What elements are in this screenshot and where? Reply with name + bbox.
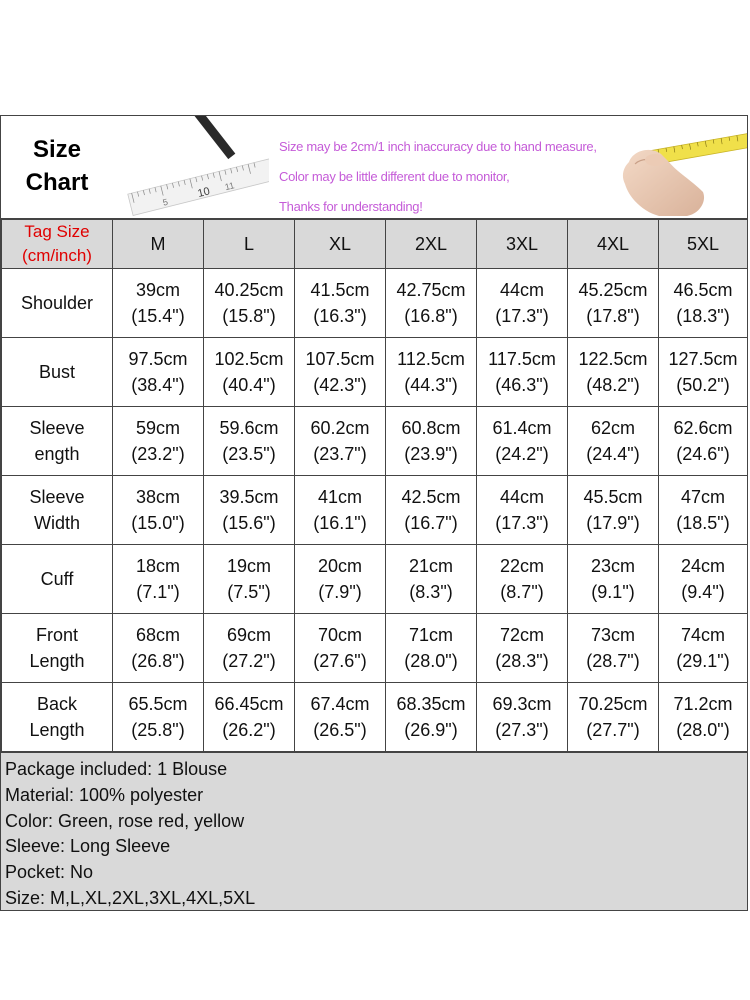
measurement-label: Front Length bbox=[2, 614, 113, 683]
measurement-cell bbox=[659, 338, 748, 407]
cm-value: 42.75cm bbox=[396, 280, 466, 300]
measurement-cell bbox=[295, 407, 386, 476]
measurement-row bbox=[2, 683, 748, 752]
cm-value: 71.2cm bbox=[673, 694, 733, 714]
measurement-row bbox=[2, 338, 748, 407]
inch-value: (24.2") bbox=[495, 444, 549, 464]
cm-value: 44cm bbox=[499, 280, 544, 300]
inch-value: (28.0") bbox=[404, 651, 458, 671]
inch-value: (27.6") bbox=[313, 651, 367, 671]
note-line: Size may be 2cm/1 inch inaccuracy due to hand measure, bbox=[279, 139, 597, 154]
info-line: Material: 100% polyester bbox=[5, 784, 204, 805]
inch-value: (23.2") bbox=[131, 444, 185, 464]
cm-value: 72cm bbox=[499, 625, 544, 645]
measurement-cell bbox=[568, 476, 659, 545]
size-header-cell: XL bbox=[295, 220, 386, 269]
cm-value: 122.5cm bbox=[578, 349, 648, 369]
cm-value: 66.45cm bbox=[214, 694, 284, 714]
inch-value: (26.2") bbox=[222, 720, 276, 740]
measurement-label: Cuff bbox=[2, 545, 113, 614]
cm-value: 97.5cm bbox=[128, 349, 188, 369]
inch-value: (16.1") bbox=[313, 513, 367, 533]
measurement-cell bbox=[113, 407, 204, 476]
inch-value: (15.4") bbox=[131, 306, 185, 326]
measurement-cell bbox=[568, 407, 659, 476]
size-header-cell: 4XL bbox=[568, 220, 659, 269]
inch-value: (7.1") bbox=[136, 582, 180, 602]
info-line: Pocket: No bbox=[5, 862, 94, 883]
cm-value: 47cm bbox=[680, 487, 725, 507]
inch-value: (27.7") bbox=[586, 720, 640, 740]
cm-value: 24cm bbox=[680, 556, 725, 576]
cm-value: 21cm bbox=[408, 556, 453, 576]
inch-value: (24.4") bbox=[586, 444, 640, 464]
inch-value: (48.2") bbox=[586, 375, 640, 395]
inch-value: (29.1") bbox=[676, 651, 730, 671]
measurement-row bbox=[2, 614, 748, 683]
inch-value: (28.0") bbox=[676, 720, 730, 740]
measurement-cell bbox=[204, 476, 295, 545]
size-header-row bbox=[2, 220, 748, 269]
cm-value: 18cm bbox=[135, 556, 180, 576]
inch-value: (9.4") bbox=[681, 582, 725, 602]
cm-value: 112.5cm bbox=[397, 349, 465, 369]
measurement-cell bbox=[659, 614, 748, 683]
inch-value: (26.8") bbox=[131, 651, 185, 671]
measurement-cell bbox=[295, 338, 386, 407]
measurement-row bbox=[2, 476, 748, 545]
cm-value: 46.5cm bbox=[673, 280, 733, 300]
measurement-cell bbox=[477, 338, 568, 407]
tag-size-header: Tag Size (cm/inch) bbox=[2, 220, 113, 269]
size-chart bbox=[0, 115, 748, 911]
inch-value: (27.3") bbox=[495, 720, 549, 740]
cm-value: 74cm bbox=[680, 625, 725, 645]
measurement-cell bbox=[477, 683, 568, 752]
measurement-cell bbox=[568, 614, 659, 683]
measurement-row bbox=[2, 545, 748, 614]
measurement-cell bbox=[659, 683, 748, 752]
cm-value: 69cm bbox=[226, 625, 271, 645]
cm-value: 59cm bbox=[135, 418, 180, 438]
cm-value: 73cm bbox=[590, 625, 635, 645]
svg-text:11: 11 bbox=[223, 180, 236, 193]
inch-value: (9.1") bbox=[591, 582, 635, 602]
inch-value: (17.3") bbox=[495, 513, 549, 533]
size-disclaimer-notes bbox=[279, 132, 597, 222]
cm-value: 62.6cm bbox=[673, 418, 733, 438]
inch-value: (40.4") bbox=[222, 375, 276, 395]
cm-value: 45.25cm bbox=[578, 280, 648, 300]
measurement-cell bbox=[386, 614, 477, 683]
measurement-label: Sleeve ength bbox=[2, 407, 113, 476]
measurement-cell bbox=[477, 614, 568, 683]
inch-value: (18.3") bbox=[676, 306, 730, 326]
inch-value: (15.6") bbox=[222, 513, 276, 533]
measurement-cell bbox=[477, 407, 568, 476]
cm-value: 70cm bbox=[317, 625, 362, 645]
size-chart-title: Size Chart bbox=[25, 136, 89, 196]
cm-value: 19cm bbox=[226, 556, 271, 576]
measurement-row bbox=[2, 407, 748, 476]
info-line: Sleeve: Long Sleeve bbox=[5, 836, 171, 857]
inch-value: (28.3") bbox=[495, 651, 549, 671]
measurement-cell bbox=[295, 545, 386, 614]
measurement-cell bbox=[113, 269, 204, 338]
size-table bbox=[1, 219, 748, 752]
measurement-cell bbox=[386, 683, 477, 752]
cm-value: 38cm bbox=[135, 487, 180, 507]
inch-value: (46.3") bbox=[495, 375, 549, 395]
measurement-cell bbox=[113, 476, 204, 545]
inch-value: (17.8") bbox=[586, 306, 640, 326]
inch-value: (7.9") bbox=[318, 582, 362, 602]
measurement-label: Back Length bbox=[2, 683, 113, 752]
measurement-cell bbox=[568, 545, 659, 614]
cm-value: 23cm bbox=[590, 556, 635, 576]
size-header-cell: 5XL bbox=[659, 220, 748, 269]
measurement-cell bbox=[113, 338, 204, 407]
inch-value: (42.3") bbox=[313, 375, 367, 395]
cm-value: 45.5cm bbox=[583, 487, 643, 507]
cm-value: 117.5cm bbox=[488, 349, 556, 369]
svg-text:5: 5 bbox=[161, 196, 170, 208]
size-header-cell: L bbox=[204, 220, 295, 269]
measurement-cell bbox=[204, 683, 295, 752]
cm-value: 60.8cm bbox=[401, 418, 461, 438]
ruler-pencil-icon bbox=[119, 116, 269, 218]
measurement-cell bbox=[477, 269, 568, 338]
svg-text:10: 10 bbox=[196, 185, 212, 200]
inch-value: (50.2") bbox=[676, 375, 730, 395]
cm-value: 39cm bbox=[135, 280, 180, 300]
size-header-cell: 3XL bbox=[477, 220, 568, 269]
measurement-cell bbox=[113, 683, 204, 752]
measurement-cell bbox=[568, 683, 659, 752]
inch-value: (17.9") bbox=[586, 513, 640, 533]
inch-value: (16.3") bbox=[313, 306, 367, 326]
cm-value: 59.6cm bbox=[219, 418, 279, 438]
inch-value: (26.5") bbox=[313, 720, 367, 740]
inch-value: (24.6") bbox=[676, 444, 730, 464]
inch-value: (15.0") bbox=[131, 513, 185, 533]
note-line: Color may be little different due to monitor, bbox=[279, 169, 510, 184]
info-line: Color: Green, rose red, yellow bbox=[5, 810, 245, 831]
inch-value: (28.7") bbox=[586, 651, 640, 671]
size-header-cell: M bbox=[113, 220, 204, 269]
inch-value: (23.7") bbox=[313, 444, 367, 464]
cm-value: 70.25cm bbox=[578, 694, 648, 714]
cm-value: 60.2cm bbox=[310, 418, 370, 438]
inch-value: (27.2") bbox=[222, 651, 276, 671]
inch-value: (23.9") bbox=[404, 444, 458, 464]
measurement-cell bbox=[295, 269, 386, 338]
measurement-cell bbox=[204, 338, 295, 407]
cm-value: 41cm bbox=[317, 487, 362, 507]
measurement-cell bbox=[204, 614, 295, 683]
measurement-cell bbox=[386, 545, 477, 614]
measurement-cell bbox=[113, 614, 204, 683]
cm-value: 61.4cm bbox=[492, 418, 552, 438]
cm-value: 65.5cm bbox=[128, 694, 188, 714]
cm-value: 44cm bbox=[499, 487, 544, 507]
measurement-cell bbox=[386, 407, 477, 476]
measurement-cell bbox=[204, 269, 295, 338]
inch-value: (23.5") bbox=[222, 444, 276, 464]
inch-value: (26.9") bbox=[404, 720, 458, 740]
measurement-cell bbox=[386, 269, 477, 338]
cm-value: 42.5cm bbox=[401, 487, 461, 507]
cm-value: 102.5cm bbox=[214, 349, 284, 369]
cm-value: 40.25cm bbox=[214, 280, 284, 300]
cm-value: 22cm bbox=[499, 556, 544, 576]
cm-value: 69.3cm bbox=[492, 694, 552, 714]
measurement-label: Sleeve Width bbox=[2, 476, 113, 545]
measurement-cell bbox=[295, 683, 386, 752]
measurement-cell bbox=[477, 476, 568, 545]
measurement-cell bbox=[386, 476, 477, 545]
measurement-label: Bust bbox=[2, 338, 113, 407]
measurement-cell bbox=[659, 407, 748, 476]
measurement-cell bbox=[295, 476, 386, 545]
product-info-panel bbox=[1, 752, 747, 910]
inch-value: (18.5") bbox=[676, 513, 730, 533]
inch-value: (38.4") bbox=[131, 375, 185, 395]
cm-value: 41.5cm bbox=[310, 280, 370, 300]
inch-value: (15.8") bbox=[222, 306, 276, 326]
inch-value: (8.3") bbox=[409, 582, 453, 602]
measurement-cell bbox=[568, 269, 659, 338]
measurement-cell bbox=[204, 407, 295, 476]
info-line: Size: M,L,XL,2XL,3XL,4XL,5XL bbox=[5, 887, 256, 908]
cm-value: 68cm bbox=[135, 625, 180, 645]
inch-value: (16.8") bbox=[404, 306, 458, 326]
measurement-row bbox=[2, 269, 748, 338]
inch-value: (7.5") bbox=[227, 582, 271, 602]
note-line: Thanks for understanding! bbox=[279, 199, 423, 214]
cm-value: 39.5cm bbox=[219, 487, 279, 507]
measurement-cell bbox=[295, 614, 386, 683]
measurement-label: Shoulder bbox=[2, 269, 113, 338]
measurement-cell bbox=[568, 338, 659, 407]
cm-value: 67.4cm bbox=[310, 694, 370, 714]
cm-value: 68.35cm bbox=[396, 694, 466, 714]
cm-value: 62cm bbox=[590, 418, 635, 438]
hand-tape-measure-icon bbox=[599, 122, 747, 218]
inch-value: (25.8") bbox=[131, 720, 185, 740]
measurement-cell bbox=[659, 269, 748, 338]
measurement-cell bbox=[113, 545, 204, 614]
cm-value: 71cm bbox=[408, 625, 453, 645]
cm-value: 107.5cm bbox=[305, 349, 375, 369]
size-chart-banner bbox=[1, 116, 747, 219]
cm-value: 20cm bbox=[317, 556, 362, 576]
measurement-cell bbox=[659, 476, 748, 545]
inch-value: (8.7") bbox=[500, 582, 544, 602]
inch-value: (17.3") bbox=[495, 306, 549, 326]
inch-value: (16.7") bbox=[404, 513, 458, 533]
inch-value: (44.3") bbox=[404, 375, 458, 395]
measurement-cell bbox=[477, 545, 568, 614]
cm-value: 127.5cm bbox=[668, 349, 738, 369]
measurement-cell bbox=[204, 545, 295, 614]
size-header-cell: 2XL bbox=[386, 220, 477, 269]
info-line: Package included: 1 Blouse bbox=[5, 759, 228, 779]
measurement-cell bbox=[386, 338, 477, 407]
measurement-cell bbox=[659, 545, 748, 614]
